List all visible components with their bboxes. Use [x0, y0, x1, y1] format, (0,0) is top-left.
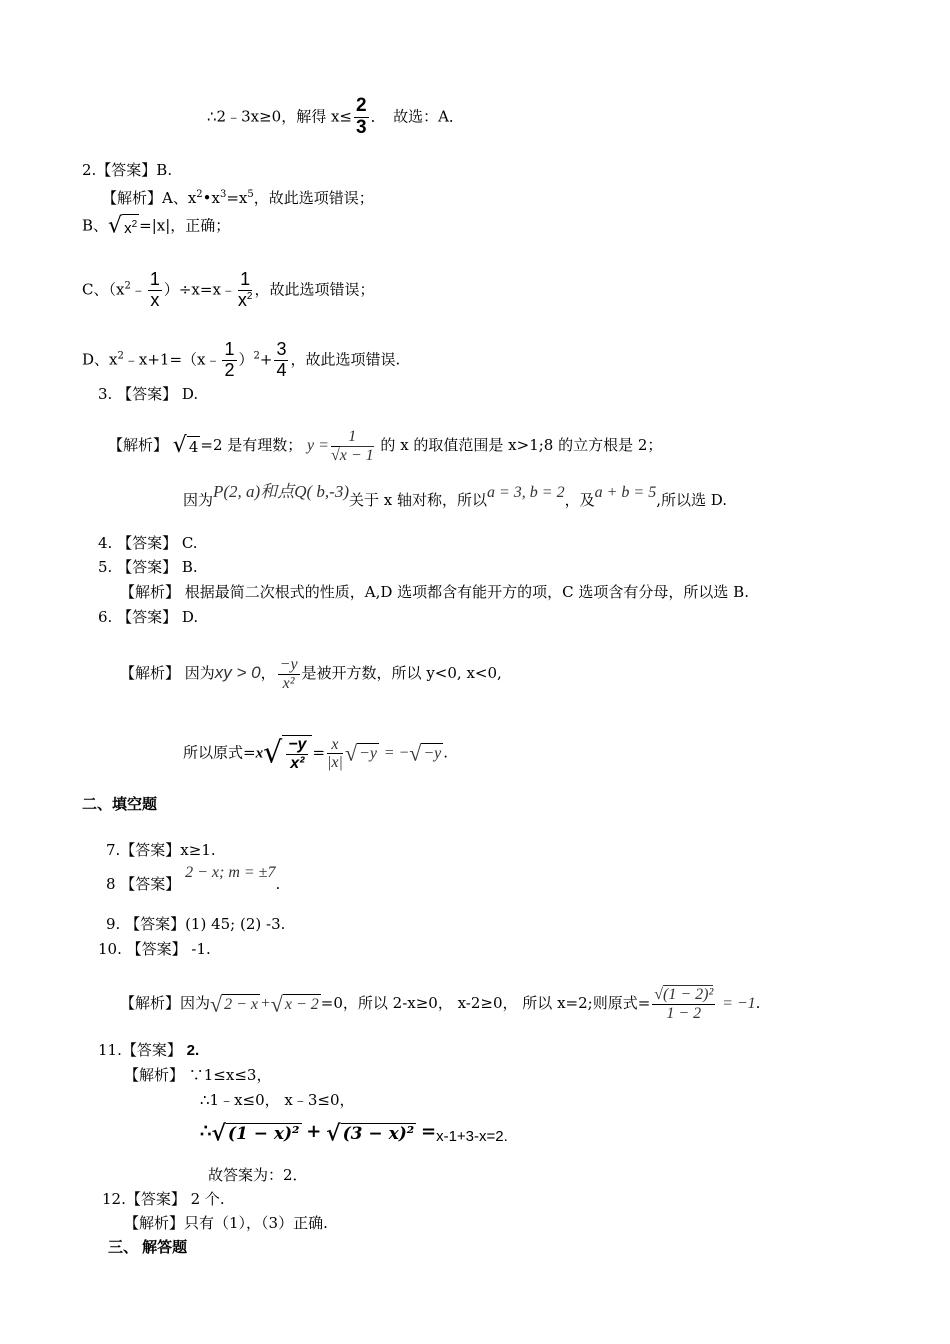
- sup: 2: [124, 280, 131, 292]
- math: = −: [383, 744, 410, 762]
- denominator: 4: [276, 359, 287, 380]
- numerator: 1: [224, 339, 235, 359]
- text: •x: [202, 189, 220, 207]
- sup: 2: [246, 290, 253, 302]
- denominator: x: [150, 289, 160, 310]
- fraction: $\frac{1}{√x - 1}$: [330, 428, 374, 464]
- numerator: 1: [238, 270, 253, 291]
- analysis-11c: [200, 1122, 508, 1144]
- fraction: [238, 270, 253, 311]
- text: ﹣x+1=（x﹣: [123, 350, 221, 369]
- math: P(2, a)和点Q( b,-3): [213, 482, 349, 501]
- analysis-10: [120, 986, 760, 1022]
- answer-6: 6. 【答案】 D.: [98, 608, 199, 626]
- text: ﹣: [130, 280, 146, 299]
- sup: 5: [247, 189, 254, 200]
- answer-7: 7.【答案】x≥1.: [106, 841, 216, 859]
- numerator: x: [327, 736, 343, 755]
- sqrt: √ x − 2: [270, 991, 319, 1017]
- radicand: x − 2: [284, 995, 319, 1013]
- denominator: |x|: [327, 754, 343, 772]
- answer-5: 5. 【答案】 B.: [98, 558, 198, 576]
- fraction: [148, 270, 162, 311]
- text: 所以原式=: [183, 743, 256, 762]
- text: 2.: [186, 1042, 200, 1059]
- text: =x: [226, 189, 248, 207]
- math: xy > 0: [214, 663, 261, 683]
- sqrt: √ (3 − x)²: [326, 1120, 415, 1146]
- radicand: 2 − x: [224, 995, 258, 1013]
- radicand: (1 − x)²: [227, 1123, 300, 1144]
- sqrt-x-squared: √ $x^2$: [108, 213, 138, 239]
- text: +: [306, 1121, 322, 1142]
- numerator: 3: [276, 339, 287, 359]
- analysis-3b: [183, 482, 727, 511]
- sqrt: √ −y: [409, 740, 442, 766]
- sup: 2: [196, 189, 203, 200]
- section-fill-in: 二、填空题: [82, 796, 158, 813]
- analysis-12: 【解析】只有（1），（3）正确.: [124, 1214, 328, 1232]
- sup: 2: [131, 219, 138, 230]
- sqrt-4: √ 4: [172, 433, 199, 459]
- text: ∴2﹣3x≥0，解得 x≤: [207, 107, 352, 126]
- denominator: 2: [224, 359, 235, 380]
- fraction: [286, 736, 308, 772]
- math: a + b = 5: [594, 484, 657, 501]
- radicand: x: [124, 220, 132, 237]
- analysis-2a: [102, 185, 374, 208]
- sup: 3: [219, 189, 227, 200]
- fraction: [222, 340, 236, 381]
- text: C、（x: [82, 280, 125, 299]
- text: ，及: [564, 491, 595, 509]
- sup: 2: [117, 350, 124, 362]
- numerator: 1: [331, 428, 374, 447]
- denominator: 3: [356, 116, 367, 138]
- analysis-11b: ∴1﹣x≤0， x﹣3≤0，: [200, 1091, 355, 1109]
- text: 8 【答案】: [106, 875, 181, 893]
- numerator: −y: [279, 656, 298, 673]
- denominator: 1 − 2: [666, 1004, 702, 1022]
- text: ． 故选：A．: [370, 107, 464, 126]
- sup: 2: [253, 350, 260, 362]
- text: =: [420, 1121, 437, 1142]
- text: =0，所以 2-x≥0， x-2≥0， 所以 x=2;则原式=: [320, 994, 651, 1013]
- fraction: [327, 736, 343, 772]
- numerator: (1 − 2)²: [663, 986, 714, 1003]
- answer-4: 4. 【答案】 C.: [98, 534, 198, 552]
- sqrt: √ 2 − x: [210, 991, 258, 1017]
- math: x: [255, 745, 264, 762]
- answer-2: 2.【答案】B.: [82, 161, 173, 179]
- radicand: 4: [188, 437, 199, 456]
- math: 2 − x; m = ±7: [185, 864, 276, 881]
- answer-9: 9. 【答案】(1) 45; (2) -3.: [106, 915, 286, 933]
- math: +: [260, 995, 271, 1013]
- analysis-3: [108, 428, 662, 464]
- text: .: [275, 875, 281, 893]
- text: =: [312, 743, 326, 762]
- fraction-two-thirds: [354, 96, 369, 139]
- answer-11: [98, 1040, 199, 1061]
- text: .: [755, 994, 761, 1013]
- answer-10: 10. 【答案】 -1.: [98, 940, 211, 958]
- text: 【解析】 因为: [120, 664, 215, 683]
- fraction: [274, 340, 288, 381]
- text: +: [259, 350, 273, 369]
- text: 【解析】因为: [120, 994, 211, 1013]
- text: 关于 x 轴对称，所以: [348, 491, 487, 509]
- sqrt: √ −y: [344, 740, 377, 766]
- math: y =: [307, 437, 329, 455]
- fraction: $\frac{\text{√(1 − 2)²}}{1 - 2}$: [654, 986, 714, 1022]
- text: B、: [82, 216, 109, 235]
- numerator: 1: [149, 269, 160, 289]
- text: ，: [260, 664, 276, 683]
- text: 因为: [183, 491, 214, 509]
- text: ，故此选项错误.: [290, 350, 401, 369]
- text: ,所以选 D.: [656, 491, 727, 509]
- analysis-2d: [82, 340, 400, 381]
- denominator: x: [237, 289, 247, 310]
- analysis-11: 【解析】 ∵1≤x≤3，: [124, 1066, 272, 1084]
- numerator: −y: [288, 736, 307, 753]
- answer-12: 12.【答案】 2 个.: [102, 1190, 225, 1208]
- line-1: [207, 96, 464, 139]
- denominator: x²: [290, 754, 305, 772]
- sqrt-fraction: √ $\frac{-y}{\text{x²}}$: [263, 735, 312, 772]
- text: 是被开方数，所以 y<0, x<0,: [301, 664, 502, 683]
- analysis-6: [120, 656, 502, 692]
- text: 11.【答案】: [98, 1041, 182, 1059]
- answer-3: 3. 【答案】 D.: [98, 385, 199, 403]
- sqrt: √ (1 − x)²: [211, 1120, 300, 1146]
- text: D、x: [82, 350, 118, 369]
- fraction: [278, 656, 300, 692]
- text: 【解析】A、x: [102, 189, 197, 207]
- text: 【解析】: [108, 436, 169, 455]
- analysis-2b: [82, 214, 230, 239]
- text: .: [443, 743, 449, 762]
- analysis-6b: [183, 735, 448, 772]
- text: 的 x 的取值范围是 x>1;8 的立方根是 2；: [380, 436, 663, 455]
- text: x-1+3-x=2.: [436, 1128, 508, 1145]
- text: ，故此选项错误；: [253, 189, 374, 207]
- text: =2 是有理数；: [200, 436, 303, 455]
- text: ）÷x=x﹣: [163, 280, 236, 299]
- analysis-11d: 故答案为：2．: [208, 1166, 308, 1184]
- text: ，故此选项错误；: [254, 280, 375, 299]
- math: = −1: [722, 995, 756, 1013]
- text: ）: [238, 350, 254, 369]
- denominator: x − 1: [339, 446, 374, 464]
- denominator: x²: [282, 674, 295, 692]
- answer-8: [106, 864, 281, 895]
- analysis-5: 【解析】 根据最简二次根式的性质，A,D 选项都含有能开方的项，C 选项含有分母，所以选 B.: [120, 583, 749, 601]
- text: ∴: [200, 1121, 212, 1142]
- numerator: 2: [356, 95, 367, 116]
- text: =|x|，正确；: [139, 216, 231, 235]
- section-solutions: 三、 解答题: [108, 1239, 188, 1256]
- math: a = 3, b = 2: [486, 484, 565, 501]
- analysis-2c: [82, 270, 374, 311]
- radicand: (3 − x)²: [342, 1123, 415, 1144]
- radicand: −y: [423, 745, 442, 763]
- radicand: −y: [359, 745, 377, 763]
